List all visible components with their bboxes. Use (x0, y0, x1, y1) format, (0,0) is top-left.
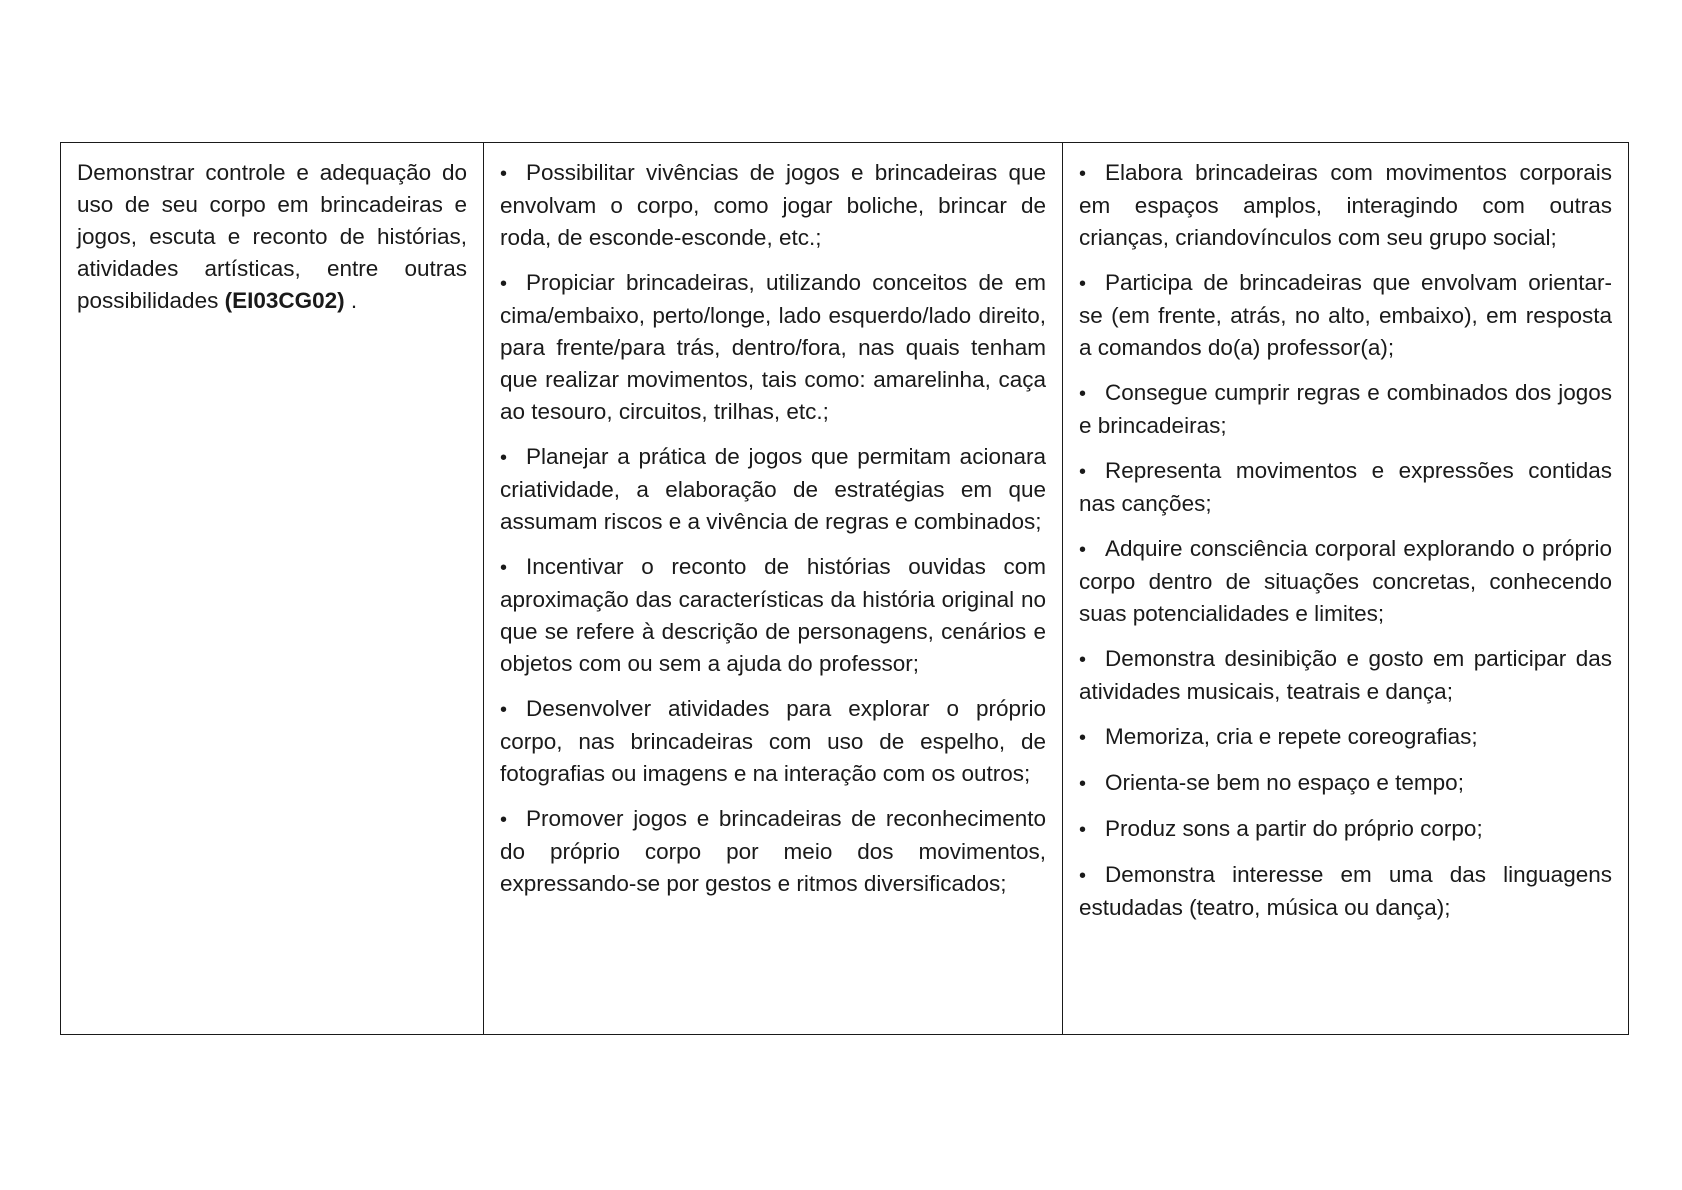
bullet-icon: • (1079, 273, 1087, 295)
list-item (1079, 721, 1612, 754)
bullet-icon: • (500, 273, 508, 295)
outcome-text: Consegue cumprir regras e combinados dos jogos e brincadeiras; (1079, 380, 1612, 438)
outcome-text: Elabora brincadeiras com movimentos corporais em espaços amplos, interagindo com outras crianças, criandovínculos com seu grupo social; (1079, 160, 1612, 250)
bullet-icon: • (500, 163, 508, 185)
bullet-icon: • (500, 557, 508, 579)
list-item (1079, 859, 1612, 924)
bullet-icon: • (1079, 773, 1087, 795)
objective-cell (61, 143, 484, 1035)
outcome-text: Produz sons a partir do próprio corpo; (1105, 816, 1483, 841)
outcome-text: Demonstra interesse em uma das linguagens estudadas (teatro, música ou dança); (1079, 862, 1612, 920)
strategy-text: Planejar a prática de jogos que permitam acionara criatividade, a elaboração de estratégias em que assumam riscos e a vivência de regras e combinados; (500, 444, 1046, 534)
list-item (1079, 455, 1612, 520)
content-table (60, 142, 1629, 1035)
objective-paragraph (77, 157, 467, 317)
list-item (500, 441, 1046, 538)
list-item (1079, 643, 1612, 708)
strategies-list (500, 157, 1046, 900)
bullet-icon: • (1079, 461, 1087, 483)
bullet-icon: • (1079, 865, 1087, 887)
bullet-icon: • (500, 699, 508, 721)
objective-code: (EI03CG02) (224, 288, 345, 313)
objective-text: Demonstrar controle e adequação do uso de seu corpo em brincadeiras e jogos, escuta e reconto de histórias, atividades artísticas, entre outras possibilidades (77, 160, 467, 313)
list-item (1079, 767, 1612, 800)
outcome-text: Representa movimentos e expressões contidas nas canções; (1079, 458, 1612, 516)
outcome-text: Orienta-se bem no espaço e tempo; (1105, 770, 1464, 795)
outcome-text: Demonstra desinibição e gosto em participar das atividades musicais, teatrais e dança; (1079, 646, 1612, 704)
strategy-text: Propiciar brincadeiras, utilizando conceitos de em cima/embaixo, perto/longe, lado esquerdo/lado direito, para frente/para trás, dentro/fora, nas quais tenham que realizar movimentos, tais como: amarelinha, caça ao tesouro, circuitos, trilhas, etc.; (500, 270, 1046, 424)
list-item (1079, 533, 1612, 630)
bullet-icon: • (1079, 383, 1087, 405)
bullet-icon: • (1079, 819, 1087, 841)
list-item (1079, 157, 1612, 254)
strategy-text: Promover jogos e brincadeiras de reconhecimento do próprio corpo por meio dos movimentos, expressando-se por gestos e ritmos diversificados; (500, 806, 1046, 896)
outcomes-cell (1063, 143, 1629, 1035)
list-item (500, 693, 1046, 790)
list-item (1079, 267, 1612, 364)
strategies-cell (484, 143, 1063, 1035)
list-item (500, 551, 1046, 680)
bullet-icon: • (1079, 649, 1087, 671)
table-row (61, 143, 1629, 1035)
bullet-icon: • (1079, 727, 1087, 749)
bullet-icon: • (500, 447, 508, 469)
strategy-text: Incentivar o reconto de histórias ouvidas com aproximação das características da história original no que se refere à descrição de personagens, cenários e objetos com ou sem a ajuda do professor; (500, 554, 1046, 676)
outcome-text: Adquire consciência corporal explorando o próprio corpo dentro de situações concretas, conhecendo suas potencialidades e limites; (1079, 536, 1612, 626)
outcomes-list (1079, 157, 1612, 924)
objective-trailing: . (344, 288, 358, 313)
bullet-icon: • (1079, 539, 1087, 561)
list-item (500, 267, 1046, 428)
bullet-icon: • (500, 809, 508, 831)
bullet-icon: • (1079, 163, 1087, 185)
outcome-text: Memoriza, cria e repete coreografias; (1105, 724, 1478, 749)
strategy-text: Possibilitar vivências de jogos e brincadeiras que envolvam o corpo, como jogar boliche, brincar de roda, de esconde-esconde, etc.; (500, 160, 1046, 250)
list-item (1079, 813, 1612, 846)
outcome-text: Participa de brincadeiras que envolvam orientar-se (em frente, atrás, no alto, embaixo), em resposta a comandos do(a) professor(a); (1079, 270, 1612, 360)
list-item (1079, 377, 1612, 442)
list-item (500, 157, 1046, 254)
list-item (500, 803, 1046, 900)
strategy-text: Desenvolver atividades para explorar o próprio corpo, nas brincadeiras com uso de espelho, de fotografias ou imagens e na interação com os outros; (500, 696, 1046, 786)
